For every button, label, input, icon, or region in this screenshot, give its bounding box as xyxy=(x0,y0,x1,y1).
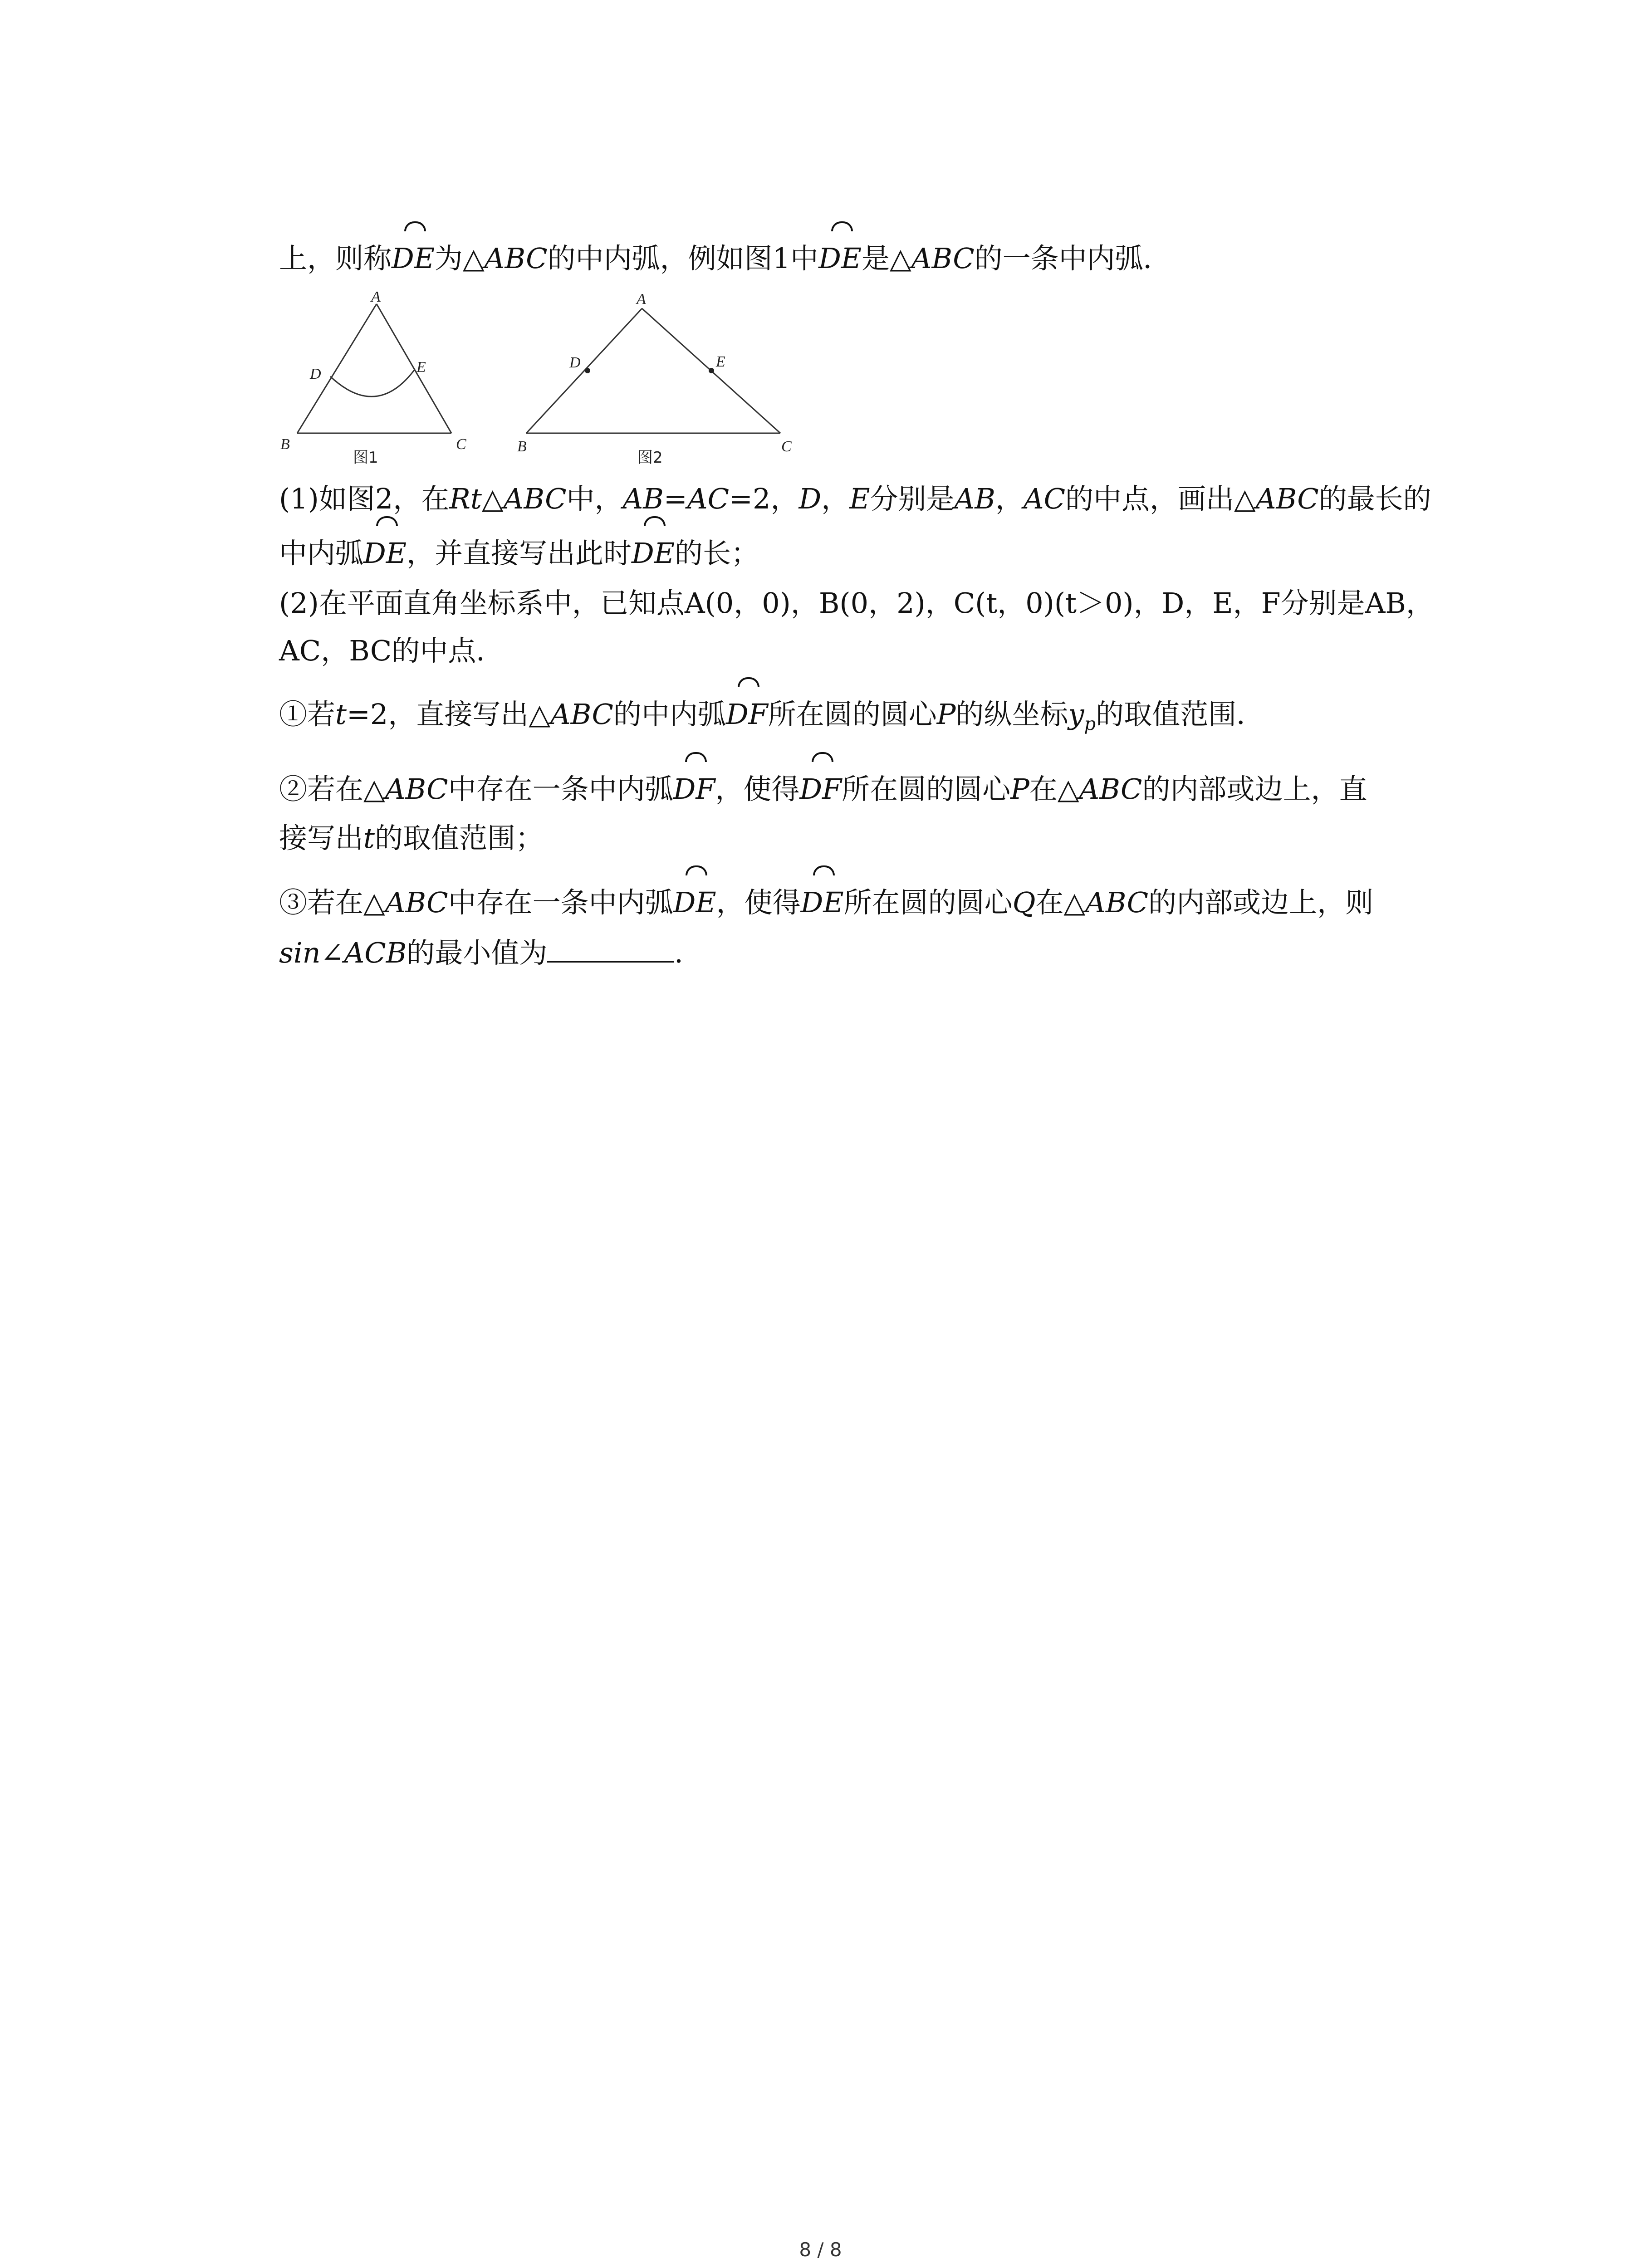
arc-de-symbol: DE xyxy=(818,240,862,277)
arc-df-symbol: DF xyxy=(799,771,842,807)
page-number: 8 / 8 xyxy=(799,2239,842,2261)
fig2-label-e: E xyxy=(716,353,725,370)
arc-de-symbol: DE xyxy=(801,885,844,921)
question-2-line-1: (2)在平面直角坐标系中，已知点A(0，0)，B(0，2)，C(t，0)(t＞0)，D，E，F分别是AB， xyxy=(279,587,1434,620)
subquestion-3-line-1: ③若在△ABC中存在一条中内弧DE，使得DE所在圆的圆心Q在△ABC的内部或边上，则 xyxy=(279,885,1373,921)
arc-de-symbol: DE xyxy=(632,535,675,572)
arc-de-symbol: DE xyxy=(392,240,435,277)
arc-de-symbol: DE xyxy=(363,535,407,572)
fig1-arc-de xyxy=(330,370,414,396)
fig1-label-e: E xyxy=(416,359,426,376)
fig2-caption: 图2 xyxy=(637,449,663,467)
fig2-label-c: C xyxy=(781,438,792,455)
subquestion-3-line-2: sin∠ACB的最小值为 ． xyxy=(279,934,702,971)
fig1-side-ab xyxy=(297,304,377,433)
fig2-label-b: B xyxy=(517,438,527,455)
fig2-point-e xyxy=(709,368,714,373)
intro-line: 上，则称DE为△ABC的中内弧，例如图1中DE是△ABC的一条中内弧． xyxy=(279,240,1171,277)
fig1-label-b: B xyxy=(280,436,290,453)
figure-2 xyxy=(526,308,780,433)
arc-df-symbol: DF xyxy=(726,696,768,733)
fig2-label-a: A xyxy=(637,291,646,308)
fig1-label-a: A xyxy=(371,288,381,305)
question-2-line-2: AC，BC的中点． xyxy=(279,634,505,667)
fig2-side-ab xyxy=(526,308,642,433)
fig1-label-d: D xyxy=(310,366,321,382)
arc-de-symbol: DE xyxy=(673,885,716,921)
arc-df-symbol: DF xyxy=(673,771,715,807)
fig2-point-d xyxy=(585,368,590,373)
subquestion-2-line-1: ②若在△ABC中存在一条中内弧DF，使得DF所在圆的圆心P在△ABC的内部或边上，直 xyxy=(279,771,1367,807)
figures xyxy=(272,281,808,476)
answer-blank[interactable] xyxy=(547,934,674,963)
question-1-line-2: 中内弧DE，并直接写出此时DE的长； xyxy=(279,535,759,572)
fig1-side-ac xyxy=(377,304,451,433)
question-1-line-1: (1)如图2，在Rt△ABC中，AB=AC=2，D，E分别是AB，AC的中点，画出△ABC的最长的 xyxy=(279,482,1431,515)
fig1-label-c: C xyxy=(456,436,466,453)
fig2-label-d: D xyxy=(569,354,581,371)
subquestion-2-line-2: 接写出t的取值范围； xyxy=(279,821,544,855)
subquestion-1: ①若t=2，直接写出△ABC的中内弧DF所在圆的圆心P的纵坐标$y_p$的取值范围． xyxy=(279,696,1264,742)
fig1-caption: 图1 xyxy=(353,449,378,467)
